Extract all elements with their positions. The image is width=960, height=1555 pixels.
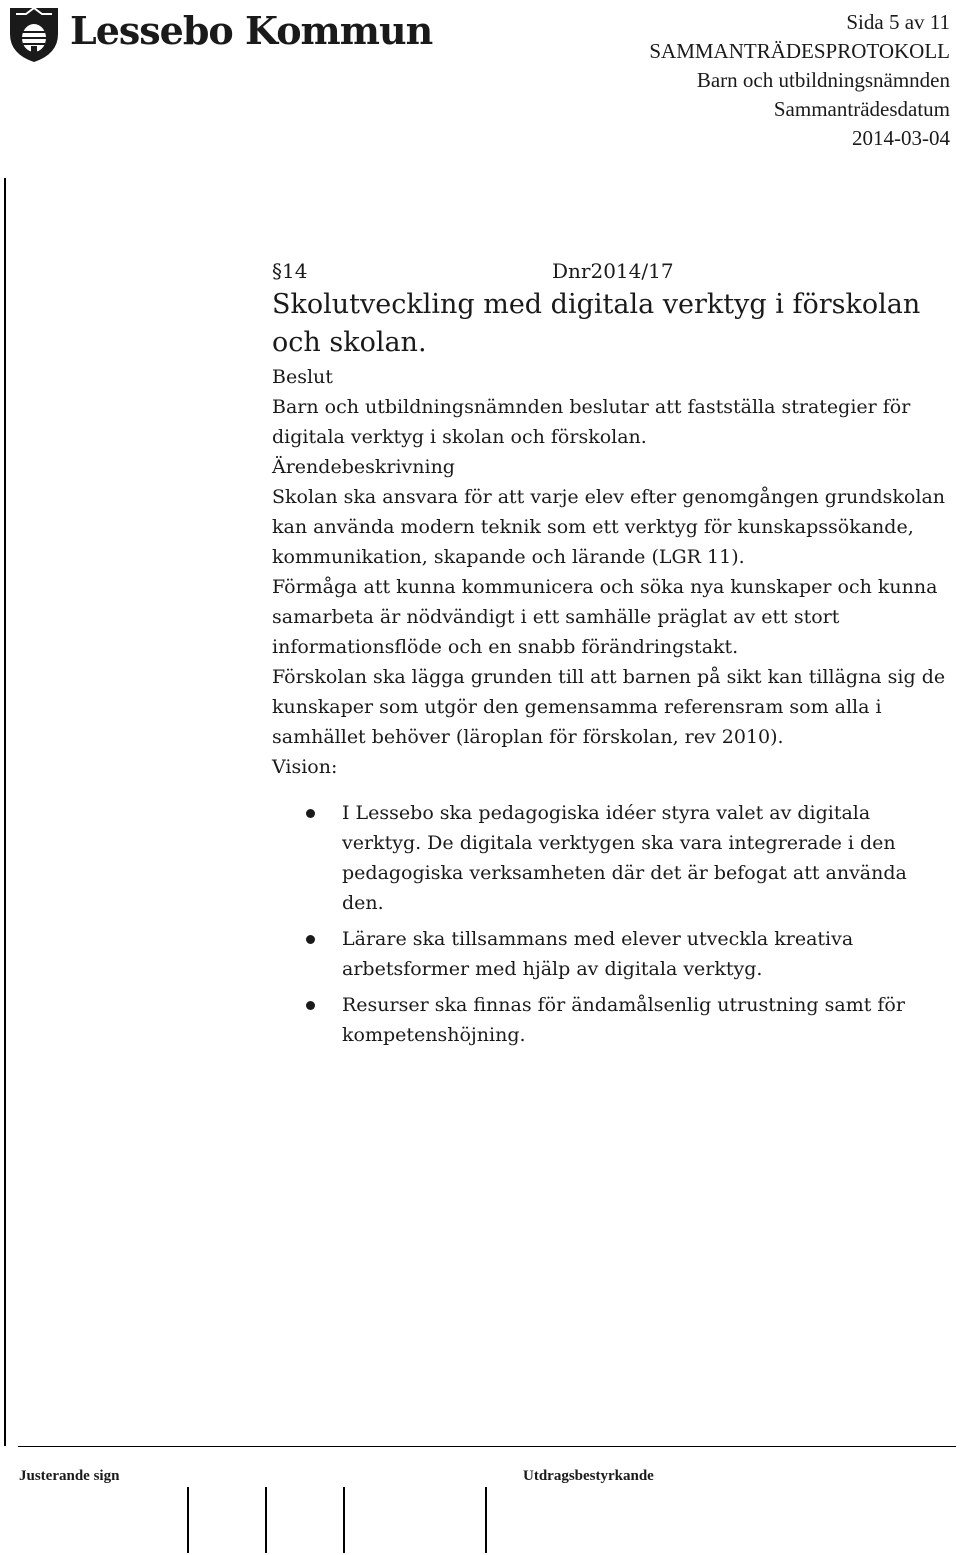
registration-number: Dnr2014/17 — [552, 259, 674, 283]
signature-box-divider — [187, 1487, 189, 1553]
case-description-heading: Ärendebeskrivning — [272, 456, 455, 478]
page-label: Sida 5 av 11 — [846, 10, 950, 34]
list-item — [272, 924, 952, 984]
meeting-date: 2014-03-04 — [852, 126, 950, 150]
case-description-text: Skolan ska ansvara för att varje elev efter genomgången grundskolan kan använda modern teknik som ett verktyg för kunskapssökande, kommunikation, skapande och lärande (LGR 11). — [272, 486, 946, 568]
footer-rule — [18, 1446, 956, 1447]
bullet-icon — [306, 1001, 315, 1010]
paragraph-reference — [272, 256, 952, 286]
vision-item-text: Lärare ska tillsammans med elever utveckla kreativa arbetsformer med hjälp av digitala verktyg. — [342, 928, 854, 980]
coat-of-arms-icon — [6, 4, 62, 64]
document-header — [649, 8, 950, 153]
extract-verification-label: Utdragsbestyrkande — [523, 1468, 654, 1484]
list-item — [272, 990, 952, 1050]
section-title: Skolutveckling med digitala verktyg i förskolan och skolan. — [272, 289, 921, 358]
committee-name: Barn och utbildningsnämnden — [696, 68, 950, 92]
protocol-section — [272, 256, 952, 1056]
ability-paragraph: Förmåga att kunna kommunicera och söka nya kunskaper och kunna samarbeta är nödvändigt i ett samhälle präglat av ett stort informationsflöde och en snabb förändringstakt. — [272, 576, 938, 658]
decision-heading: Beslut — [272, 366, 333, 388]
margin-rule — [4, 178, 6, 1446]
preschool-paragraph: Förskolan ska lägga grunden till att barnen på sikt kan tillägna sig de kunskaper som utgör den gemensamma referensram som alla i samhället behöver (läroplan för förskolan, rev 2010). — [272, 666, 946, 748]
signature-box-divider — [343, 1487, 345, 1553]
list-item — [272, 798, 952, 918]
municipality-logo — [6, 4, 433, 66]
vision-list — [272, 798, 952, 1050]
logo-text: Lessebo Kommun — [70, 8, 433, 53]
decision-text: Barn och utbildningsnämnden beslutar att fastställa strategier för digitala verktyg i skolan och förskolan. — [272, 396, 911, 448]
meeting-date-label: Sammanträdesdatum — [773, 97, 950, 121]
bullet-icon — [306, 809, 315, 818]
signature-box-divider — [265, 1487, 267, 1553]
vision-heading: Vision: — [272, 756, 338, 778]
vision-item-text: Resurser ska finnas för ändamålsenlig utrustning samt för kompetenshöjning. — [342, 994, 905, 1046]
signature-box-divider — [485, 1487, 487, 1553]
paragraph-number: §14 — [272, 259, 308, 283]
signature-label: Justerande sign — [19, 1468, 120, 1484]
bullet-icon — [306, 935, 315, 944]
vision-item-text: I Lessebo ska pedagogiska idéer styra valet av digitala verktyg. De digitala verktygen ska vara integrerade i den pedagogiska verksamheten där det är befogat att använda den. — [342, 802, 907, 914]
document-type: SAMMANTRÄDESPROTOKOLL — [649, 39, 950, 63]
